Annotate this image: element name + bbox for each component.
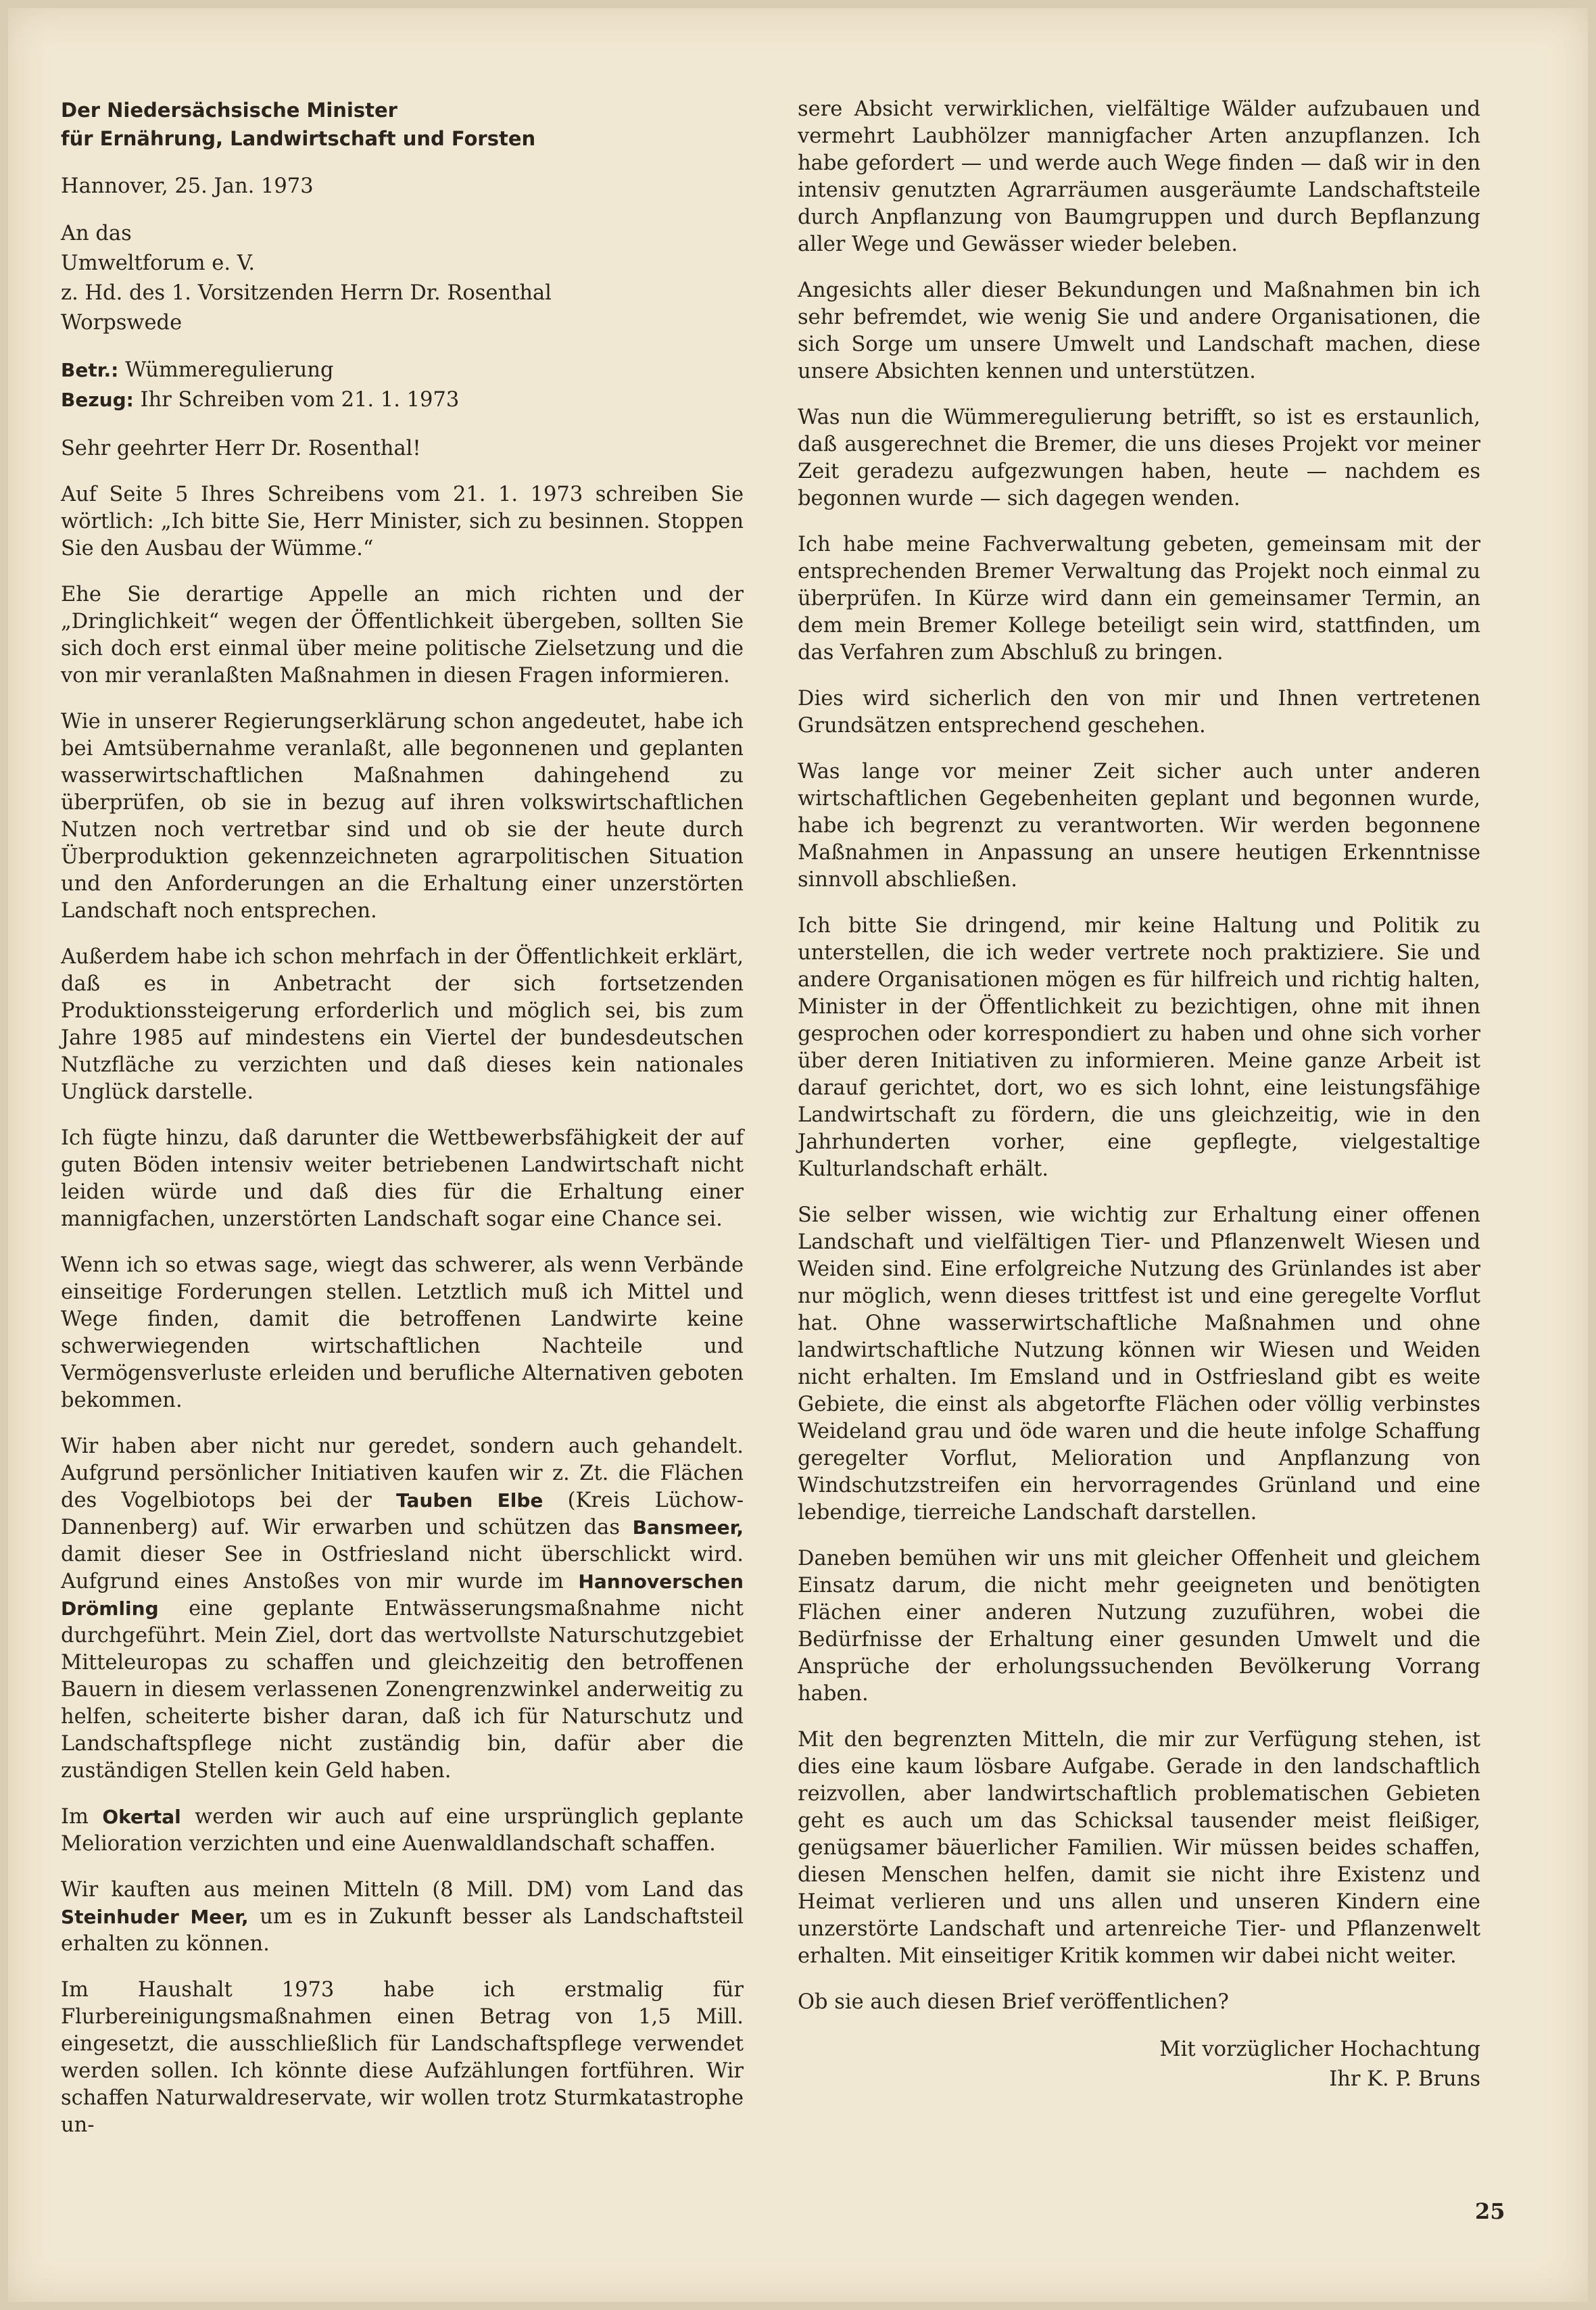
text-run: werden wir auch auf eine ursprünglich geplante Melioration verzichten und eine Auenwaldlandschaft schaffen. xyxy=(61,1805,744,1856)
paragraph xyxy=(61,1804,744,1858)
text-run: Wir kauften aus meinen Mitteln (8 Mill. DM) vom Land das xyxy=(61,1878,744,1902)
subject-block xyxy=(61,356,744,415)
betr-label: Betr.: xyxy=(61,359,119,381)
address-line: Worpswede xyxy=(61,311,183,335)
paragraph: Angesichts aller dieser Bekundungen und Maßnahmen bin ich sehr befremdet, wie wenig Sie und andere Organisationen, die sich Sorge um unsere Umwelt und Landschaft machen, diese unsere Absichten kennen und unterstützen. xyxy=(798,279,1480,383)
paragraph: Daneben bemühen wir uns mit gleicher Offenheit und gleichem Einsatz darum, die nicht mehr geeigneten und benötigten Flächen einer anderen Nutzung zuzuführen, wobei die Bedürfnisse der Erhaltung einer gesunden Umwelt und die Ansprüche der erholungssuchenden Bevölkerung Vorrang haben. xyxy=(798,1547,1480,1706)
text-run: damit dieser See in Ostfriesland nicht überschlickt wird. Aufgrund eines Anstoßes von mir wurde im xyxy=(61,1543,744,1593)
closing-line: Mit vorzüglicher Hochachtung xyxy=(1159,2038,1480,2061)
place-name: Tauben Elbe xyxy=(396,1489,543,1512)
sender-line: für Ernährung, Landwirtschaft und Forsten xyxy=(61,127,536,150)
paragraph xyxy=(61,1433,744,1785)
text-run: (Kreis Lüchow-Dannenberg) auf. Wir erwarben und schützen das xyxy=(61,1489,744,1539)
subject-line xyxy=(61,356,744,385)
paragraph: Ob sie auch diesen Brief veröffentlichen? xyxy=(798,1990,1229,2014)
closing-block xyxy=(798,2035,1480,2094)
betr-value: Wümmeregulierung xyxy=(125,358,334,382)
text-run: Wir haben aber nicht nur geredet, sondern auch gehandelt. Aufgrund persönlicher Initiativen kaufen wir z. Zt. die Flächen des Vogelbiotops bei der xyxy=(61,1435,744,1512)
paragraph: Was lange vor meiner Zeit sicher auch unter anderen wirtschaftlichen Gegebenheiten geplant und begonnen wurde, habe ich begrenzt zu verantworten. Wir werden begonnene Maßnahmen in Anpassung an unsere heutigen Erkenntnisse sinnvoll abschließen. xyxy=(798,760,1480,892)
recipient-address xyxy=(61,219,744,338)
paragraph: Auf Seite 5 Ihres Schreibens vom 21. 1. 1973 schreiben Sie wörtlich: „Ich bitte Sie, Herr Minister, sich zu besinnen. Stoppen Sie den Ausbau der Wümme.“ xyxy=(61,483,744,560)
paragraph xyxy=(61,1877,744,1958)
sender-line: Der Niedersächsische Minister xyxy=(61,99,397,122)
address-line: An das xyxy=(61,222,132,245)
page-number: 25 xyxy=(1475,2198,1505,2224)
address-line: z. Hd. des 1. Vorsitzenden Herrn Dr. Rosenthal xyxy=(61,281,552,305)
place-name: Bansmeer, xyxy=(632,1516,744,1539)
text-run: Im xyxy=(61,1805,103,1829)
bezug-label: Bezug: xyxy=(61,389,134,411)
dateline: Hannover, 25. Jan. 1973 xyxy=(61,174,314,198)
paragraph: Ich fügte hinzu, daß darunter die Wettbewerbsfähigkeit der auf guten Böden intensiv weiter betriebenen Landwirtschaft nicht leiden würde und daß dies für die Erhaltung einer mannigfachen, unzerstörten Landschaft sogar eine Chance sei. xyxy=(61,1126,744,1231)
reference-line xyxy=(61,385,744,415)
paragraph: Was nun die Wümmeregulierung betrifft, so ist es erstaunlich, daß ausgerechnet die Bremer, die uns dieses Projekt vor meiner Zeit geradezu aufgezwungen haben, heute — nachdem es begonnen wurde — sich dagegen wenden. xyxy=(798,406,1480,510)
left-column xyxy=(61,96,744,2158)
paragraph: Dies wird sicherlich den von mir und Ihnen vertretenen Grundsätzen entsprechend geschehen. xyxy=(798,687,1480,738)
paragraph: Wie in unserer Regierungserklärung schon angedeutet, habe ich bei Amtsübernahme veranlaßt, alle begonnenen und geplanten wasserwirtschaftlichen Maßnahmen dahingehend zu überprüfen, ob sie in bezug auf ihren volkswirtschaftlichen Nutzen noch vertretbar sind und ob sie der heute durch Überproduktion gekennzeichneten agrarpolitischen Situation und den Anforderungen an die Erhaltung einer unzerstörten Landschaft noch entsprechen. xyxy=(61,710,744,923)
document-page xyxy=(8,8,1588,2302)
paragraph: Mit den begrenzten Mitteln, die mir zur Verfügung stehen, ist dies eine kaum lösbare Aufgabe. Gerade in den landschaftlich reizvollen, aber landwirtschaftlich problematischen Gebieten geht es auch um das Schicksal tausender meist fleißiger, genügsamer bäuerlicher Familien. Wir müssen beides schaffen, diesen Menschen helfen, damit sie nicht ihre Existenz und Heimat verlieren und uns allen und unseren Kindern eine unzerstörte Landschaft und artenreiche Tier- und Pflanzenwelt erhalten. Mit einseitiger Kritik kommen wir dabei nicht weiter. xyxy=(798,1728,1480,1968)
paragraph: Wenn ich so etwas sage, wiegt das schwerer, als wenn Verbände einseitige Forderungen stellen. Letztlich muß ich Mittel und Wege finden, damit die betroffenen Landwirte keine schwerwiegenden wirtschaftlichen Nachteile und Vermögensverluste erleiden und berufliche Alternativen geboten bekommen. xyxy=(61,1253,744,1412)
address-line: Umweltforum e. V. xyxy=(61,251,256,275)
text-run: um es in Zukunft besser als Landschaftsteil erhalten zu können. xyxy=(61,1905,744,1956)
paragraph: Außerdem habe ich schon mehrfach in der Öffentlichkeit erklärt, daß es in Anbetracht der sich fortsetzenden Produktionssteigerung erforderlich und möglich sei, bis zum Jahre 1985 auf mindestens ein Viertel der bundesdeutschen Nutzfläche zu verzichten und daß dieses kein nationales Unglück darstelle. xyxy=(61,945,744,1104)
text-run: eine geplante Entwässerungsmaßnahme nicht durchgeführt. Mein Ziel, dort das wertvollste Naturschutzgebiet Mitteleuropas zu schaffen und gleichzeitig den betroffenen Bauern in diesem verlassenen Zonengrenzwinkel anderweitig zu helfen, scheiterte bisher daran, daß ich für Naturschutz und Landschaftspflege nicht zuständig bin, dafür aber die zuständigen Stellen kein Geld haben. xyxy=(61,1597,744,1783)
paragraph: Ich habe meine Fachverwaltung gebeten, gemeinsam mit der entsprechenden Bremer Verwaltung das Projekt noch einmal zu überprüfen. In Kürze wird dann ein gemeinsamer Termin, an dem mein Bremer Kollege beteiligt sein wird, stattfinden, um das Verfahren zum Abschluß zu bringen. xyxy=(798,533,1480,665)
paragraph: Ich bitte Sie dringend, mir keine Haltung und Politik zu unterstellen, die ich weder vertrete noch praktiziere. Sie und andere Organisationen mögen es für hilfreich und richtig halten, Minister in der Öffentlichkeit zu bezichtigen, ohne mit ihnen gesprochen oder korrespondiert zu haben und ohne sich vorher über deren Initiativen zu informieren. Meine ganze Arbeit ist darauf gerichtet, dort, wo es sich lohnt, eine leistungsfähige Landwirtschaft zu fördern, die uns gleichzeitig, wie in den Jahrhunderten vorher, eine gepflegte, vielgestaltige Kulturlandschaft erhält. xyxy=(798,914,1480,1181)
sender-block xyxy=(61,96,744,153)
place-name: Steinhuder Meer, xyxy=(61,1906,249,1928)
bezug-value: Ihr Schreiben vom 21. 1. 1973 xyxy=(140,388,460,412)
salutation: Sehr geehrter Herr Dr. Rosenthal! xyxy=(61,437,421,460)
paragraph: Im Haushalt 1973 habe ich erstmalig für Flurbereinigungsmaßnahmen einen Betrag von 1,5 Mill. eingesetzt, die ausschließlich für Landschaftspflege verwendet werden sollen. Ich könnte diese Aufzählungen fortführen. Wir schaffen Naturwaldreservate, wir wollen trotz Sturmkatastrophe un- xyxy=(61,1978,744,2137)
place-name: Hannoverschen Drömling xyxy=(61,1570,744,1620)
right-column xyxy=(798,96,1480,2094)
paragraph: Ehe Sie derartige Appelle an mich richten und der „Dringlichkeit“ wegen der Öffentlichkeit übergeben, sollten Sie sich doch erst einmal über meine politische Zielsetzung und die von mir veranlaßten Maßnahmen in diesen Fragen informieren. xyxy=(61,583,744,688)
paragraph: sere Absicht verwirklichen, vielfältige Wälder aufzubauen und vermehrt Laubhölzer mannigfacher Arten anzupflanzen. Ich habe gefordert — und werde auch Wege finden — daß wir in den intensiv genutzten Agrarräumen ausgeräumte Landschaftsteile durch Anpflanzung von Baumgruppen und durch Bepflanzung aller Wege und Gewässer wieder beleben. xyxy=(798,97,1480,256)
paragraph: Sie selber wissen, wie wichtig zur Erhaltung einer offenen Landschaft und vielfältigen Tier- und Pflanzenwelt Wiesen und Weiden sind. Eine erfolgreiche Nutzung des Grünlandes ist aber nur möglich, wenn dieses trittfest ist und eine geregelte Vorflut hat. Ohne wasserwirtschaftliche Maßnahmen und ohne landwirtschaftliche Nutzung können wir Wiesen und Weiden nicht erhalten. Im Emsland und in Ostfriesland gibt es weite Gebiete, die einst als abgetorfte Flächen oder völlig verbinstes Weideland grau und öde waren und die heute infolge Schaffung geregelter Vorflut, Melioration und Anpflanzung von Windschutzstreifen ein hervorragendes Grünland und eine lebendige, tierreiche Landschaft darstellen. xyxy=(798,1203,1480,1524)
place-name: Okertal xyxy=(102,1806,181,1828)
signature-name: Ihr K. P. Bruns xyxy=(1329,2067,1480,2091)
